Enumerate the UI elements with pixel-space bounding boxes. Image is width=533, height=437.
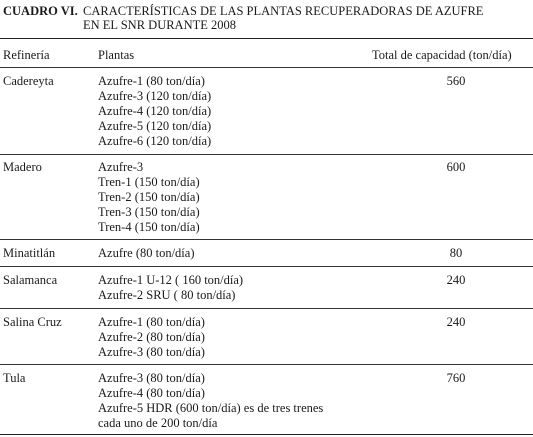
refinery-name: Salina Cruz — [3, 315, 62, 329]
plant-list — [98, 160, 200, 235]
refinery-name: Madero — [3, 160, 42, 174]
header-plantas: Plantas — [98, 48, 135, 62]
plant-item: cada uno de 200 ton/día — [98, 416, 218, 430]
refinery-name: Minatitlán — [3, 246, 56, 260]
bottom-rule — [0, 434, 533, 435]
row-divider — [0, 364, 533, 365]
plant-item: Azufre-3 (80 ton/día) — [98, 345, 205, 359]
refinery-name: Cadereyta — [3, 74, 54, 88]
plant-item: Azufre-4 (80 ton/día) — [98, 386, 205, 400]
caption-title-line-1: CARACTERÍSTICAS DE LAS PLANTAS RECUPERADORAS DE AZUFRE — [83, 4, 484, 18]
plant-list — [98, 74, 211, 149]
caption-label: CUADRO VI. — [3, 4, 78, 18]
plant-item: Azufre-1 (80 ton/día) — [98, 74, 205, 88]
plant-item: Azufre-4 (120 ton/día) — [98, 104, 212, 118]
plant-item: Tren-3 (150 ton/día) — [98, 205, 200, 219]
row-divider — [0, 308, 533, 309]
plant-item: Tren-2 (150 ton/día) — [98, 190, 200, 204]
plant-item: Azufre-2 SRU ( 80 ton/día) — [98, 288, 236, 302]
top-rule — [0, 38, 533, 39]
row-divider — [0, 154, 533, 155]
capacity-value: 600 — [446, 160, 466, 174]
plant-item: Azufre-5 HDR (600 ton/día) es de tres trenes — [98, 401, 324, 415]
row-divider — [0, 239, 533, 240]
plant-item: Azufre (80 ton/día) — [98, 246, 195, 260]
plant-item: Azufre-3 — [98, 160, 144, 174]
caption-title — [83, 4, 523, 32]
plant-list — [98, 315, 205, 360]
refinery-name: Tula — [3, 371, 26, 385]
header-rule — [0, 67, 533, 68]
plant-item: Tren-1 (150 ton/día) — [98, 175, 200, 189]
plant-item: Azufre-3 (120 ton/día) — [98, 89, 212, 103]
capacity-value: 80 — [449, 246, 463, 260]
row-divider — [0, 266, 533, 267]
plant-item: Azufre-5 (120 ton/día) — [98, 119, 212, 133]
capacity-value: 560 — [446, 74, 466, 88]
plant-item: Azufre-6 (120 ton/día) — [98, 134, 212, 148]
plant-list — [98, 371, 323, 431]
plant-item: Azufre-1 U-12 ( 160 ton/día) — [98, 273, 244, 287]
plant-list — [98, 273, 243, 303]
plant-list — [98, 246, 195, 261]
plant-item: Azufre-1 (80 ton/día) — [98, 315, 205, 329]
plant-item: Azufre-3 (80 ton/día) — [98, 371, 205, 385]
refinery-name: Salamanca — [3, 273, 58, 287]
plant-item: Azufre-2 (80 ton/día) — [98, 330, 205, 344]
header-capacidad: Total de capacidad (ton/día) — [372, 48, 512, 62]
caption-title-line-2: EN EL SNR DURANTE 2008 — [83, 18, 237, 32]
capacity-value: 240 — [446, 273, 466, 287]
capacity-value: 760 — [446, 371, 466, 385]
capacity-value: 240 — [446, 315, 466, 329]
header-refineria: Refinería — [3, 48, 50, 62]
plant-item: Tren-4 (150 ton/día) — [98, 220, 200, 234]
